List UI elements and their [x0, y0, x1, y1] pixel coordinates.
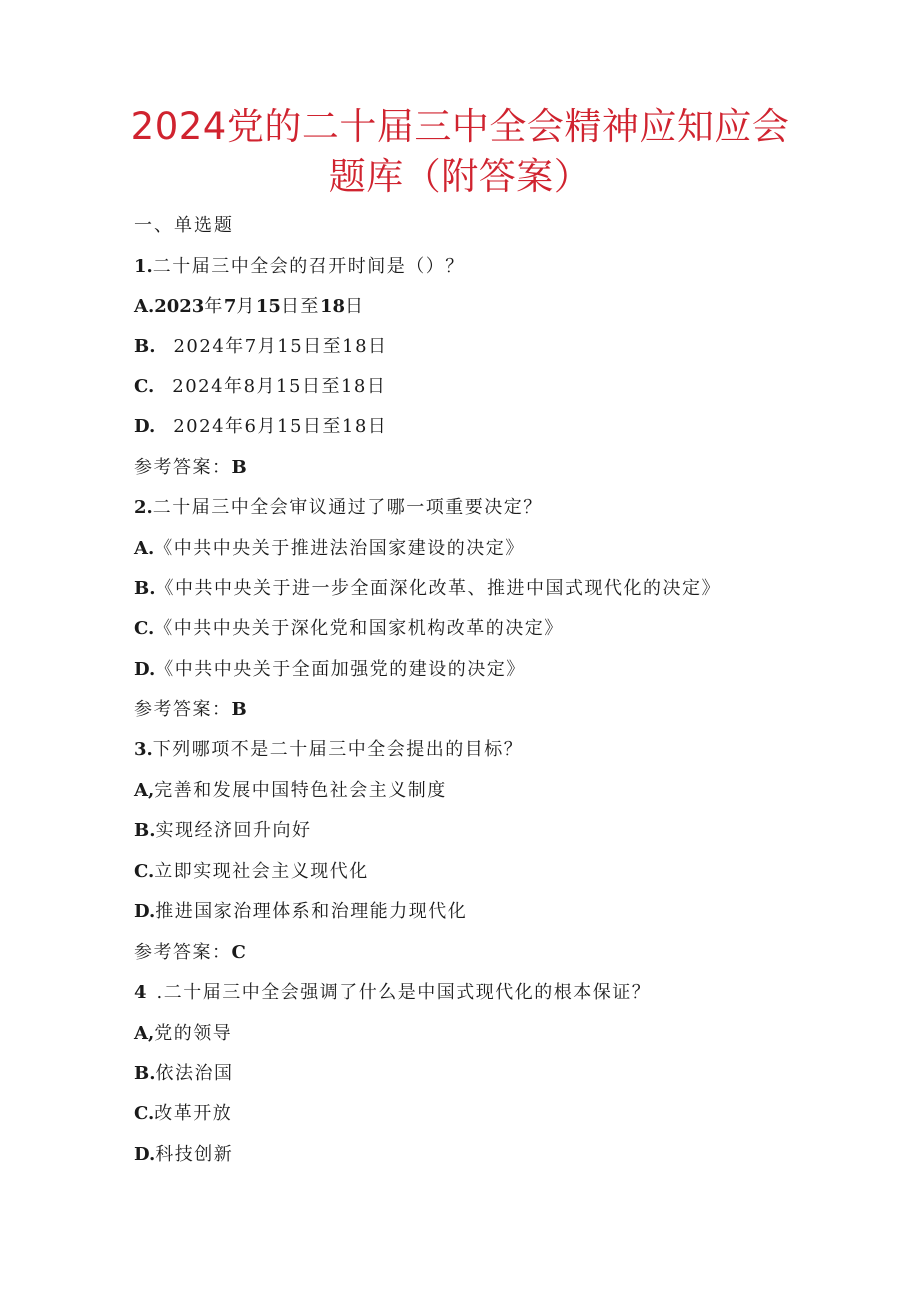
q3-option-b: [134, 816, 311, 846]
option-prefix: D.: [134, 416, 156, 437]
option-prefix: D.: [134, 659, 156, 680]
option-text: 党的领导: [154, 1023, 233, 1044]
q2-option-a: [134, 534, 525, 564]
title-line-2: 题库（附答案）: [328, 155, 592, 198]
option-month: 7: [223, 296, 237, 317]
q2-option-d: [134, 655, 526, 685]
option-text-part: 月: [236, 296, 256, 317]
question-4: [134, 978, 651, 1008]
question-text: 二十届三中全会审议通过了哪一项重要决定？: [152, 497, 543, 518]
q2-option-c: [134, 614, 564, 644]
q3-option-a: [134, 776, 447, 806]
question-2: [134, 493, 543, 523]
question-number: 2.: [134, 497, 153, 518]
option-prefix: B.: [134, 1063, 156, 1084]
q4-option-d: [134, 1140, 233, 1170]
option-prefix: A.: [134, 538, 155, 559]
option-prefix: B.: [134, 336, 156, 357]
answer-value: B: [231, 699, 247, 720]
q4-option-a: [134, 1019, 232, 1049]
option-prefix: A,: [134, 780, 155, 801]
option-text: 2024年8月15日至18日: [172, 376, 387, 397]
question-text: 二十届三中全会的召开时间是（）？: [152, 256, 465, 277]
question-1: [134, 252, 465, 282]
question-number: 3.: [134, 739, 153, 760]
question-3: [134, 735, 523, 765]
option-prefix: A,: [134, 1023, 155, 1044]
q3-option-c: [134, 857, 369, 887]
option-text: 《中共中央关于深化党和国家机构改革的决定》: [154, 618, 564, 639]
q3-answer: [134, 938, 246, 968]
option-text: 《中共中央关于推进法治国家建设的决定》: [154, 538, 525, 559]
option-text: 2024年6月15日至18日: [173, 416, 388, 437]
answer-label: 参考答案：: [134, 699, 232, 720]
q4-option-c: [134, 1099, 232, 1129]
question-number: 4: [134, 982, 147, 1003]
answer-label: 参考答案：: [134, 457, 232, 478]
q3-option-d: [134, 897, 467, 927]
option-text: 完善和发展中国特色社会主义制度: [154, 780, 447, 801]
option-text-part: 日至: [280, 296, 320, 317]
option-prefix: C.: [134, 618, 155, 639]
option-prefix: B.: [134, 820, 156, 841]
q1-option-d: [134, 412, 387, 442]
q2-answer: [134, 695, 247, 725]
q1-answer: [134, 453, 247, 483]
answer-value: B: [231, 457, 247, 478]
answer-label: 参考答案：: [134, 942, 232, 963]
option-prefix: C.: [134, 861, 155, 882]
question-text: 下列哪项不是二十届三中全会提出的目标？: [152, 739, 524, 760]
option-text: 依法治国: [155, 1063, 234, 1084]
q2-option-b: [134, 574, 721, 604]
q1-option-b: [134, 332, 388, 362]
q1-option-a: [134, 292, 365, 322]
title-line-1: 2024党的二十届三中全会精神应知应会: [130, 105, 790, 148]
option-text: 改革开放: [154, 1103, 233, 1124]
option-text: 实现经济回升向好: [155, 820, 312, 841]
q4-option-b: [134, 1059, 233, 1089]
option-text-part: 年: [204, 296, 224, 317]
document-title: [110, 102, 810, 202]
question-number: 1.: [134, 256, 153, 277]
option-text: 《中共中央关于进一步全面深化改革、推进中国式现代化的决定》: [155, 578, 721, 599]
q1-option-c: [134, 372, 386, 402]
option-prefix: D.: [134, 901, 156, 922]
option-day-end: 18: [319, 296, 345, 317]
option-prefix: A.: [134, 296, 155, 317]
option-year: 2023: [154, 296, 205, 317]
section-heading: 一、单选题: [134, 215, 234, 236]
option-prefix: D.: [134, 1144, 156, 1165]
option-prefix: B.: [134, 578, 156, 599]
option-text: 《中共中央关于全面加强党的建设的决定》: [155, 659, 526, 680]
option-day-start: 15: [255, 296, 281, 317]
option-text: 科技创新: [155, 1144, 234, 1165]
option-text: 立即实现社会主义现代化: [154, 861, 369, 882]
option-prefix: C.: [134, 376, 155, 397]
option-text-part: 日: [345, 296, 365, 317]
answer-value: C: [231, 942, 246, 963]
option-text: 2024年7月15日至18日: [173, 336, 388, 357]
question-text: .二十届三中全会强调了什么是中国式现代化的根本保证？: [156, 982, 652, 1003]
option-text: 推进国家治理体系和治理能力现代化: [155, 901, 468, 922]
option-prefix: C.: [134, 1103, 155, 1124]
